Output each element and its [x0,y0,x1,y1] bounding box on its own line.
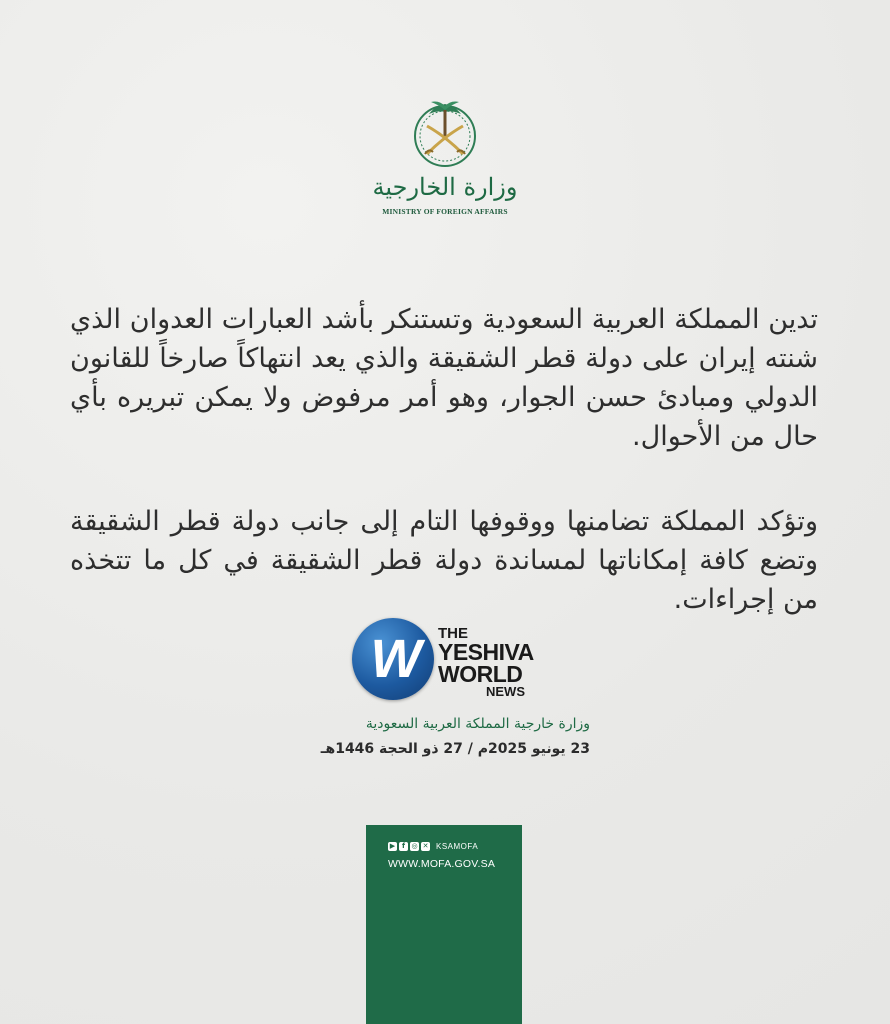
watermark-wordmark [438,626,534,699]
ministry-name-english: MINISTRY OF FOREIGN AFFAIRS [382,207,508,216]
watermark-mark: W [370,629,416,689]
social-row [388,842,478,851]
ministry-name-arabic: وزارة الخارجية [372,173,518,201]
footer-panel [366,825,522,1024]
watermark-line-2: YESHIVA [438,639,534,665]
social-handle[interactable]: KSAMOFA [436,842,479,851]
youtube-icon[interactable]: ▶ [389,842,396,850]
watermark-line-1: THE [438,625,468,642]
facebook-icon[interactable]: f [399,842,408,851]
watermark-line-4: NEWS [486,684,525,699]
statement-date: 23 يونيو 2025م / 27 ذو الحجة 1446هـ [320,741,590,757]
x-icon[interactable]: ✕ [422,842,429,850]
statement-paragraph-1: تدين المملكة العربية السعودية وتستنكر بأشد العبارات العدوان الذي شنته إيران على دولة قطر الشقيقة والذي يعد انتهاكاً صارخاً للقانون الدولي ومبادئ حسن الجوار، وهو أمر مرفوض ولا يمكن تبريره بأي حال من الأحوال. [70,304,818,452]
watermark-line-3: WORLD [438,661,523,687]
issuer-signature: وزارة خارجية المملكة العربية السعودية [365,716,590,732]
website-link[interactable]: WWW.MOFA.GOV.SA [388,858,496,870]
emblem [405,96,485,168]
instagram-icon[interactable]: ◎ [411,842,418,850]
saudi-emblem-icon [405,96,485,168]
statement-paragraph-2: وتؤكد المملكة تضامنها ووقوفها التام إلى جانب دولة قطر الشقيقة وتضع كافة إمكاناتها لمساندة دولة قطر الشقيقة في كل ما تتخذه من إجراءات. [70,506,818,615]
watermark-logo [352,618,542,702]
watermark-globe-icon [352,618,434,700]
